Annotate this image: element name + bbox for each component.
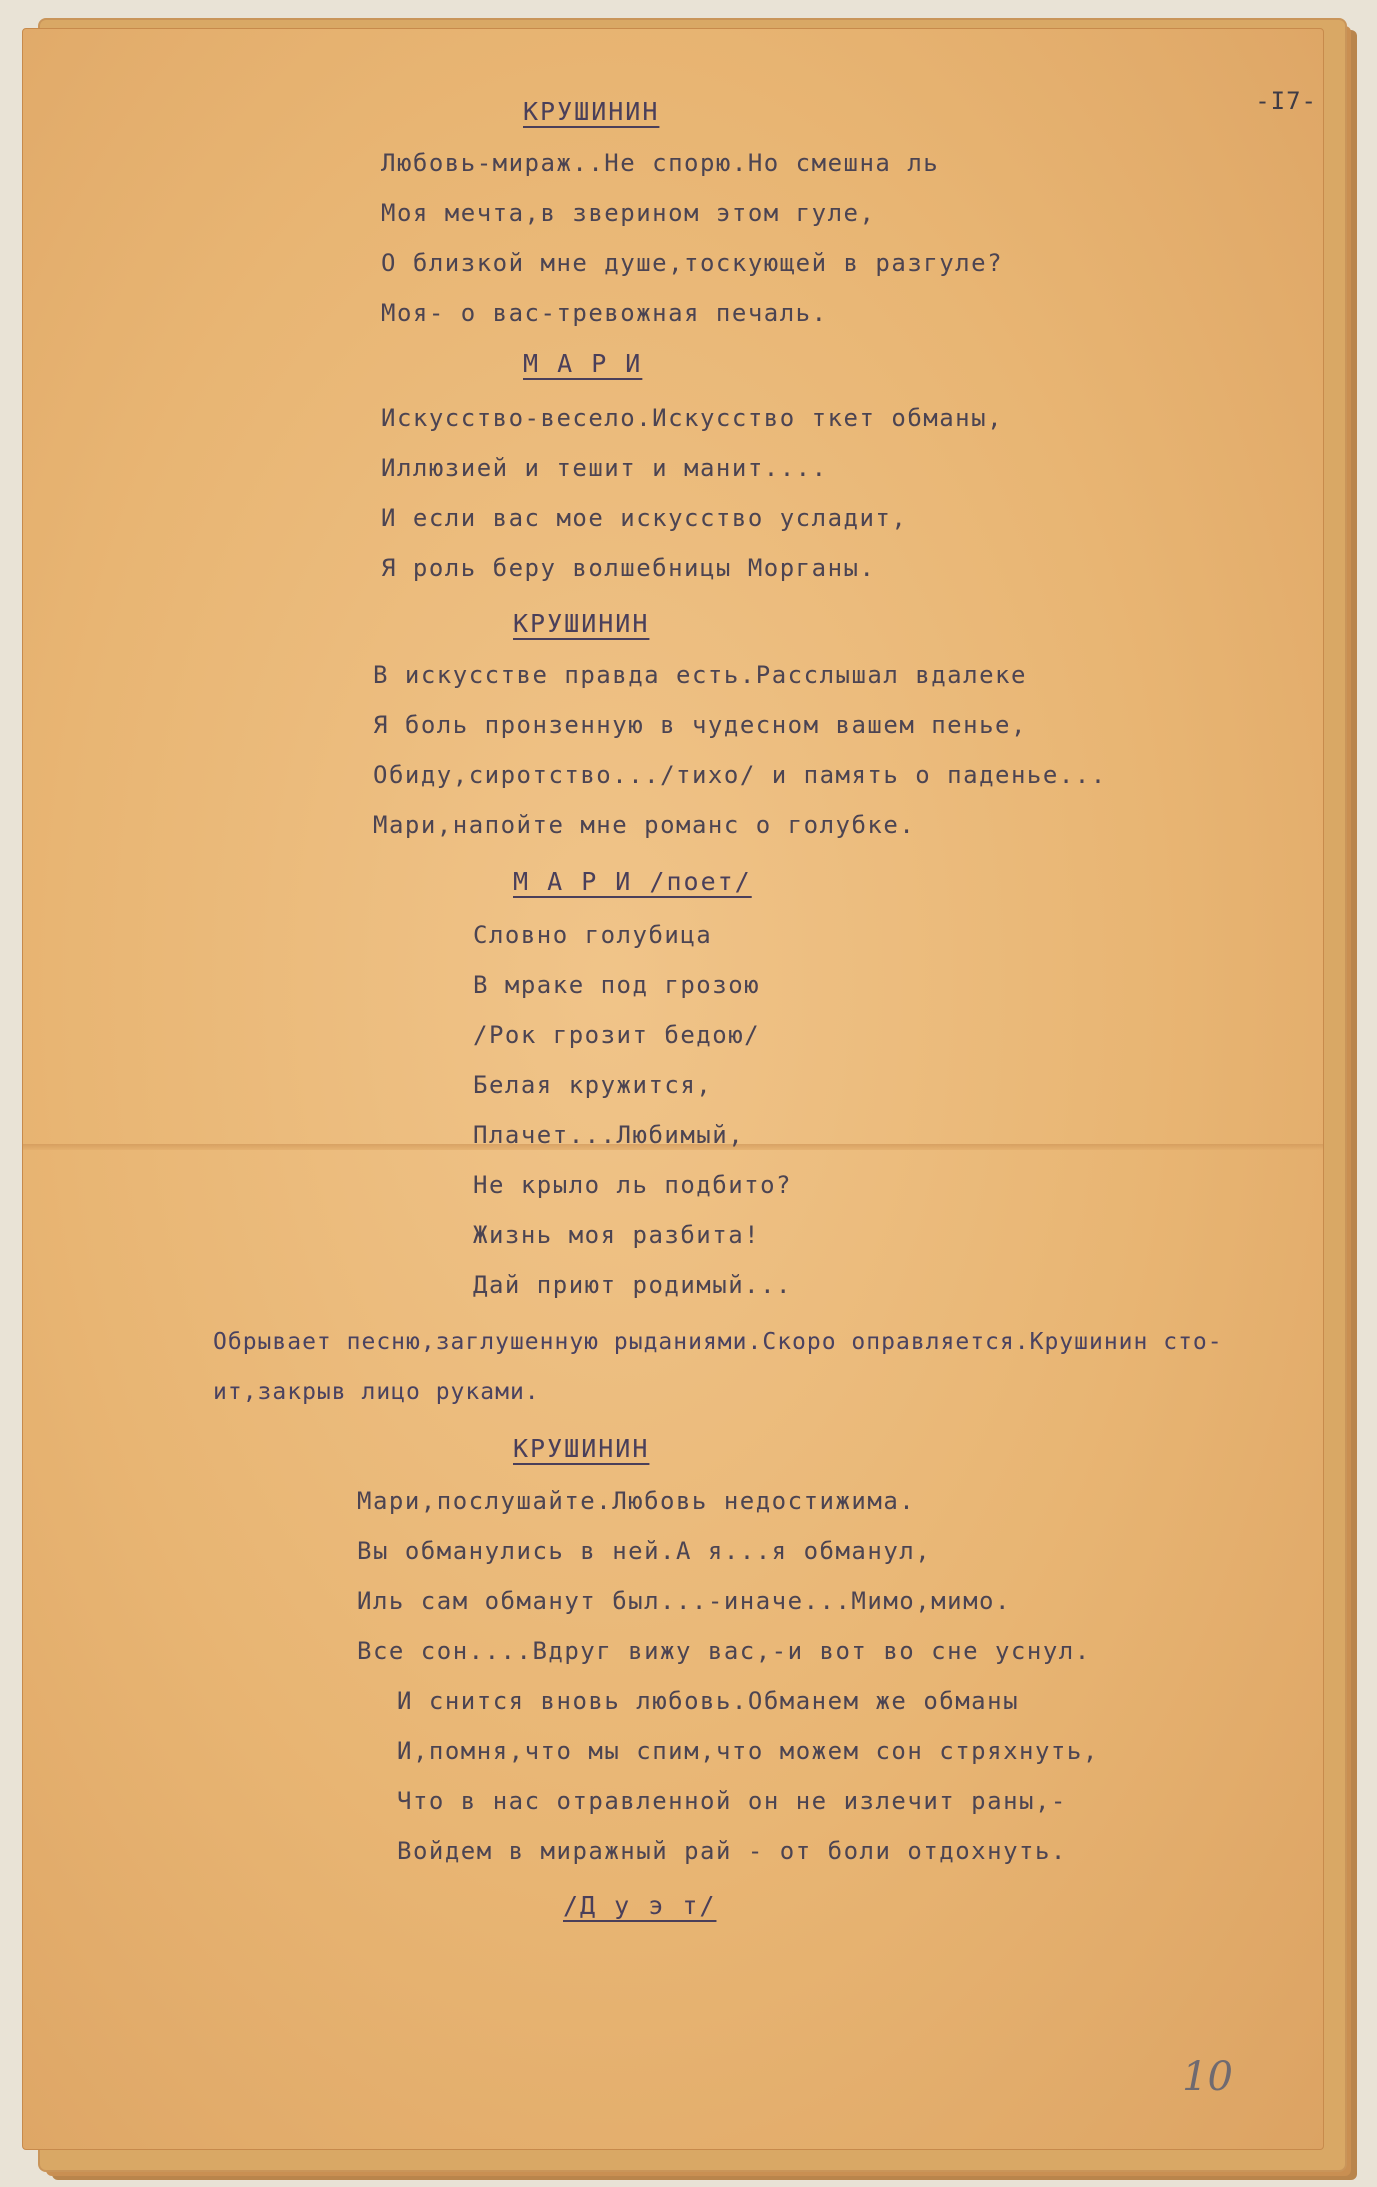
- verse-line: Иллюзией и тешит и манит....: [381, 454, 828, 482]
- verse-line: Вы обманулись в ней.А я...я обманул,: [357, 1537, 932, 1565]
- song-line: В мраке под грозою: [473, 971, 761, 999]
- verse-line: Мари,послушайте.Любовь недостижима.: [357, 1487, 916, 1515]
- verse-line: Искусство-весело.Искусство ткет обманы,: [381, 404, 1004, 432]
- speaker-krushinin-3: КРУШИНИН: [513, 1434, 650, 1463]
- speaker-krushinin-1: КРУШИНИН: [523, 97, 660, 126]
- verse-line: Мари,напойте мне романс о голубке.: [373, 811, 916, 839]
- verse-line: Я роль беру волшебницы Морганы.: [381, 554, 876, 582]
- verse-line: И если вас мое искусство усладит,: [381, 504, 908, 532]
- song-line: Дай приют родимый...: [473, 1271, 792, 1299]
- song-line: Белая кружится,: [473, 1071, 713, 1099]
- verse-line: Все сон....Вдруг вижу вас,-и вот во сне уснул.: [357, 1637, 1091, 1665]
- song-line: Плачет...Любимый,: [473, 1121, 745, 1149]
- verse-line: В искусстве правда есть.Расслышал вдалеке: [373, 661, 1027, 689]
- speaker-mari-1: М А Р И: [523, 349, 643, 378]
- song-line: /Рок грозит бедою/: [473, 1021, 761, 1049]
- verse-line: Что в нас отравленной он не излечит раны,-: [397, 1787, 1067, 1815]
- verse-line: Иль сам обманут был...-иначе...Мимо,мимо.: [357, 1587, 1011, 1615]
- page-number: -I7-: [1255, 87, 1317, 115]
- speaker-krushinin-2: КРУШИНИН: [513, 609, 650, 638]
- song-line: Словно голубица: [473, 921, 713, 949]
- verse-line: Я боль пронзенную в чудесном вашем пенье,: [373, 711, 1027, 739]
- song-line: Не крыло ль подбито?: [473, 1171, 792, 1199]
- verse-line: Любовь-мираж..Не спорю.Но смешна ль: [381, 149, 940, 177]
- verse-line: И снится вновь любовь.Обманем же обманы: [397, 1687, 1020, 1715]
- stage-direction-line: ит,закрыв лицо руками.: [213, 1379, 540, 1405]
- verse-line: Моя мечта,в зверином этом гуле,: [381, 199, 876, 227]
- song-line: Жизнь моя разбита!: [473, 1221, 761, 1249]
- verse-line: Обиду,сиротство.../тихо/ и память о паденье...: [373, 761, 1107, 789]
- stage-direction-line: Обрывает песню,заглушенную рыданиями.Скоро оправляется.Крушинин сто-: [213, 1329, 1223, 1355]
- pencil-page-number: 10: [1182, 2054, 1233, 2100]
- verse-line: Войдем в миражный рай - от боли отдохнуть.: [397, 1837, 1067, 1865]
- duet-label: /Д у э т/: [563, 1891, 717, 1920]
- verse-line: О близкой мне душе,тоскующей в разгуле?: [381, 249, 1004, 277]
- verse-line: Моя- о вас-тревожная печаль.: [381, 299, 828, 327]
- speaker-mari-sings: М А Р И /поет/: [513, 867, 752, 896]
- typed-page: [22, 28, 1324, 2150]
- verse-line: И,помня,что мы спим,что можем сон стряхнуть,: [397, 1737, 1099, 1765]
